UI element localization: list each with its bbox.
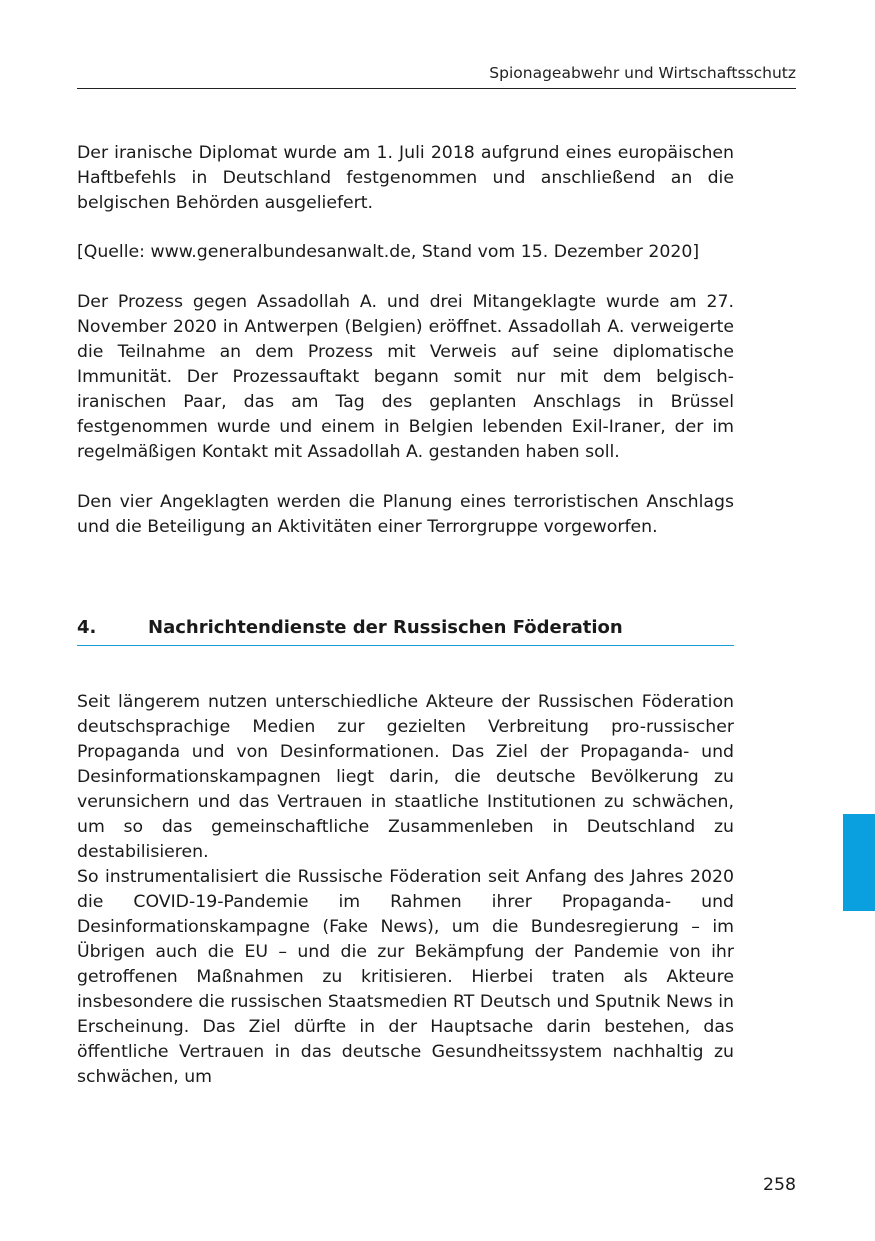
- section-heading: [77, 616, 734, 646]
- paragraph-covid-campaign: So instrumentalisiert die Russische Föderation seit Anfang des Jahres 2020 die COVID-19-Pandemie im Rahmen ihrer Propaganda- und Desinformationskampagne (Fake News), um die Bundesregierung – im Übrigen auch die EU – und die zur Bekämpfung der Pandemie von ihr getroffenen Maßnahmen zu kritisieren. Hierbei traten als Akteure insbesondere die russischen Staatsmedien RT Deutsch und Sputnik News in Erscheinung. Das Ziel dürfte in der Hauptsache darin bestehen, das öffentliche Vertrauen in das deutsche Gesundheitssystem nachhaltig zu schwächen, um: [77, 867, 734, 1087]
- section-title: Nachrichtendienste der Russischen Föderation: [148, 617, 623, 638]
- paragraph-diplomat-arrest: Der iranische Diplomat wurde am 1. Juli 2018 aufgrund eines europäischen Haftbefehls in Deutschland festgenommen und anschließend an die belgischen Behörden ausgeliefert.: [77, 143, 734, 213]
- header-rule: [77, 88, 796, 89]
- running-header: Spionageabwehr und Wirtschaftsschutz: [489, 64, 796, 82]
- section-number: 4.: [77, 617, 97, 638]
- paragraph-charges: Den vier Angeklagten werden die Planung eines terroristischen Anschlags und die Beteiligung an Aktivitäten einer Terrorgruppe vorgeworfen.: [77, 492, 734, 537]
- chapter-tab-marker: [843, 814, 875, 911]
- page-number: 258: [763, 1175, 796, 1195]
- paragraph-propaganda: Seit längerem nutzen unterschiedliche Akteure der Russischen Föderation deutschsprachige Medien zur gezielten Verbreitung pro-russischer Propaganda und von Desinformationen. Das Ziel der Propaganda- und Desinformationskampagnen liegt darin, die deutsche Bevölkerung zu verunsichern und das Vertrauen in staatliche Institutionen zu schwächen, um so das gemeinschaftliche Zusammenleben in Deutschland zu destabilisieren.: [77, 692, 734, 862]
- paragraph-trial: Der Prozess gegen Assadollah A. und drei Mitangeklagte wurde am 27. November 2020 in Antwerpen (Belgien) eröffnet. Assadollah A. verweigerte die Teilnahme an dem Prozess mit Verweis auf seine diplomatische Immunität. Der Prozessauftakt begann somit nur mit dem belgisch-iranischen Paar, das am Tag des geplanten Anschlags in Brüssel festgenommen wurde und einem in Belgien lebenden Exil-Iraner, der im regelmäßigen Kontakt mit Assadollah A. gestanden haben soll.: [77, 292, 734, 462]
- paragraph-source-citation: [Quelle: www.generalbundesanwalt.de, Stand vom 15. Dezember 2020]: [77, 242, 700, 262]
